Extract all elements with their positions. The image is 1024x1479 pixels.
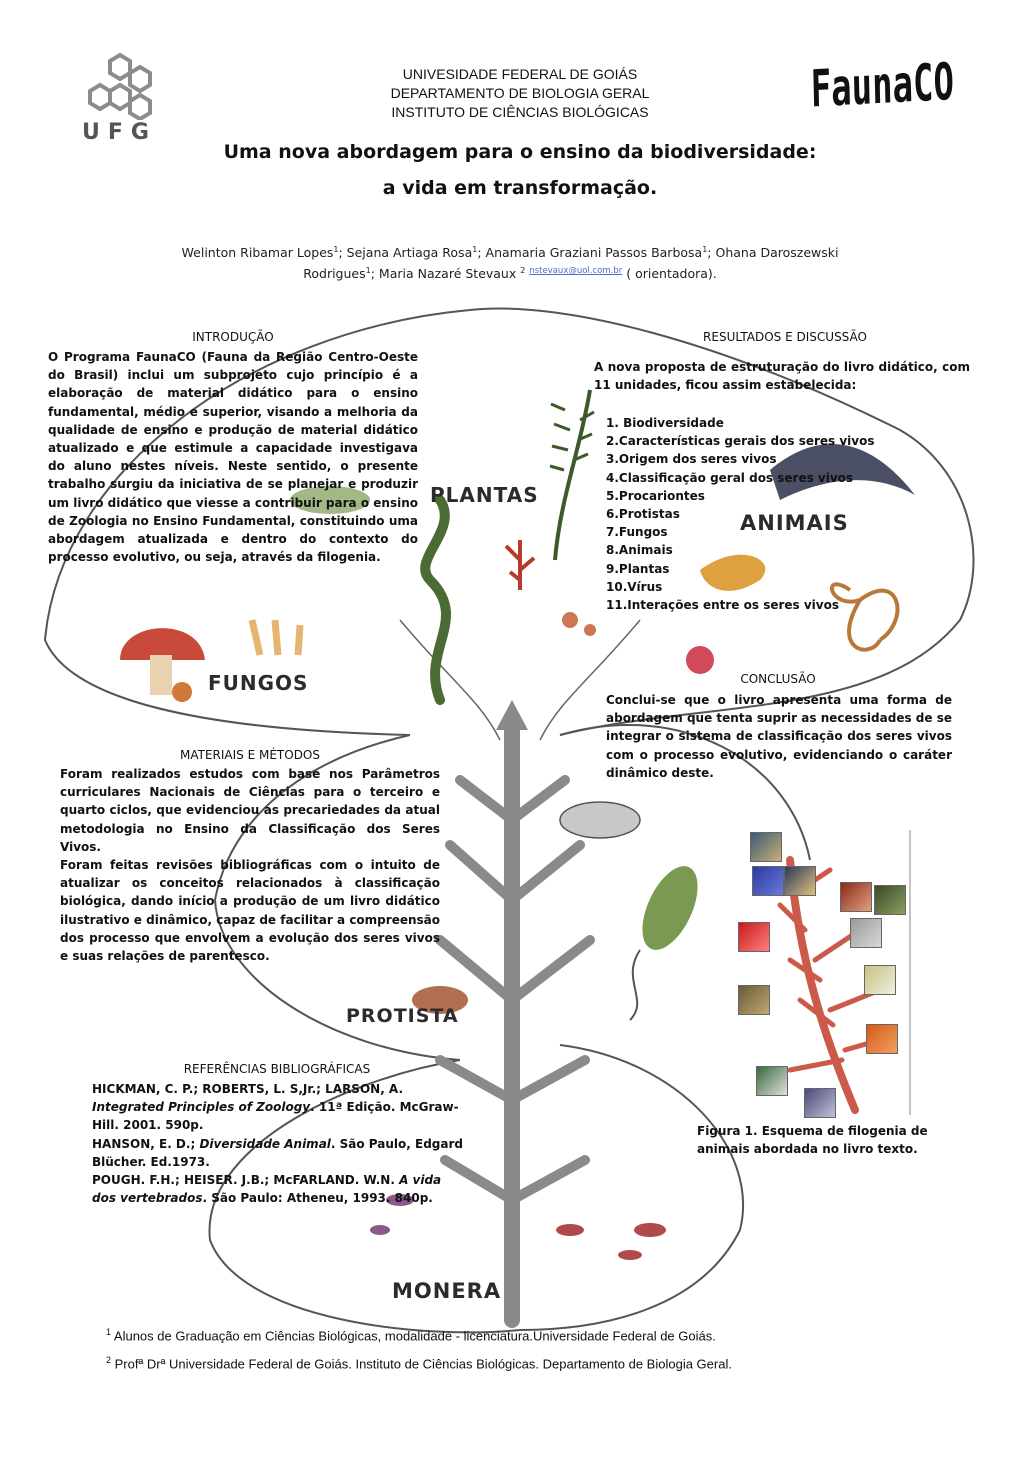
references-list	[92, 1080, 468, 1207]
kingdom-protista-label: PROTISTA	[346, 1005, 459, 1027]
methods-heading: MATERIAIS E MÉTODOS	[179, 748, 320, 762]
faunaco-brand: FaunaCO	[810, 52, 955, 120]
poster-title	[120, 134, 920, 206]
figure-photo	[874, 885, 906, 915]
kingdom-fungos-label: FUNGOS	[208, 671, 309, 695]
list-item: 9.Plantas	[606, 561, 670, 576]
list-item: 2.Características gerais dos seres vivos	[606, 434, 875, 449]
reference-hickman: HICKMAN, C. P.; ROBERTS, L. S,Jr.; LARSON, A. Integrated Principles of Zoology. 11ª Edição. McGraw-Hill. 2001. 590p.	[92, 1082, 459, 1133]
ufg-logo-text: UFG	[82, 120, 157, 145]
university-name: UNIVESIDADE FEDERAL DE GOIÁS	[402, 66, 638, 82]
list-item: 5.Procariontes	[606, 488, 705, 503]
reference-hanson: HANSON, E. D.; Diversidade Animal. São Paulo, Edgard Blücher. Ed.1973.	[92, 1136, 463, 1169]
ufg-logo	[80, 50, 180, 145]
figure-photo	[750, 832, 782, 862]
title-line-1: Uma nova abordagem para o ensino da biodiversidade:	[223, 141, 817, 163]
list-item: 8.Animais	[606, 543, 673, 558]
figure-1-caption: Figura 1. Esquema de filogenia de animais abordada no livro texto.	[697, 1124, 928, 1157]
figure-photo	[866, 1024, 898, 1054]
list-item: 6.Protistas	[606, 507, 680, 522]
list-item: 1. Biodiversidade	[606, 416, 724, 430]
institution-header	[260, 65, 780, 122]
methods-text-1: Foram realizados estudos com base nos Parâmetros curriculares Nacionais de Ciências para o terceiro e quarto ciclos, que evidenciou as precariedades da atual metodologia no Ensino da Classificação dos Seres Vivos.	[60, 767, 440, 854]
figure-photo	[850, 918, 882, 948]
conclusion-heading: CONCLUSÃO	[740, 672, 816, 686]
results-text: A nova proposta de estruturação do livro didático, com 11 unidades, ficou assim estabelecida:	[594, 360, 970, 393]
footnote-2: $^2$ Profª Drª Universidade Federal de Goiás. Instituto de Ciências Biológicas. Departamento de Biologia Geral.	[106, 1355, 732, 1372]
results-unit-list	[606, 414, 875, 614]
references-heading: REFERÊNCIAS BIBLIOGRÁFICAS	[183, 1062, 371, 1076]
title-line-2: a vida em transformação.	[382, 177, 658, 199]
figure-photo	[864, 965, 896, 995]
results-heading: RESULTADOS E DISCUSSÃO	[703, 330, 867, 344]
list-item: 11.Interações entre os seres vivos	[606, 598, 839, 613]
figure-photo	[784, 866, 816, 896]
figure-photo	[738, 985, 770, 1015]
institute-name: INSTITUTO DE CIÊNCIAS BIOLÓGICAS	[391, 104, 649, 120]
figure-photo	[738, 922, 770, 952]
department-name: DEPARTAMENTO DE BIOLOGIA GERAL	[390, 85, 650, 101]
list-item: 3.Origem dos seres vivos	[606, 452, 777, 467]
figure-photo	[752, 866, 784, 896]
hexagon-logo-icon	[80, 50, 180, 120]
authors-line: Welinton Ribamar Lopes$^1$; Sejana Artiaga Rosa$^1$; Anamaria Graziani Passos Barbosa$^1$; Ohana Daroszewski Rodrigues$^1$; Maria Nazaré Stevaux $^2$ $^{nstevaux@uol.com.br}$ ( orientadora).	[181, 245, 839, 282]
figure-photo	[756, 1066, 788, 1096]
author-email-link[interactable]: nstevaux@uol.com.br	[529, 266, 623, 277]
conclusion-text: Conclui-se que o livro apresenta uma forma de abordagem que tenta suprir as necessidades de se integrar o sistema de classificação dos seres vivos com o processo evolutivo, evidenciando o caráter dinâmico deste.	[606, 693, 952, 780]
figure-photo	[840, 882, 872, 912]
figure-photo	[804, 1088, 836, 1118]
kingdom-animais-label: ANIMAIS	[740, 511, 849, 535]
list-item: 4.Classificação geral dos seres vivos	[606, 470, 854, 485]
list-item: 10.Vírus	[606, 579, 663, 594]
intro-text: O Programa FaunaCO (Fauna da Região Centro-Oeste do Brasil) inclui um subprojeto cujo princípio é a elaboração de material didático para o ensino fundamental, médio e superior, visando a melhoria da qualidade de ensino e produção de material didático atualizado e que estimule a capacidade investigava do aluno nestes níveis. Neste sentido, o presente trabalho surgiu da iniciativa de se planejar e produzir um livro didático que viesse a contribuir para o ensino de Zoologia no Ensino Fundamental, constituindo uma abordagem atualizada e dentro do contexto do processo evolutivo, ou seja, através da filogenia.	[48, 350, 418, 565]
intro-heading: INTRODUÇÃO	[192, 330, 274, 344]
kingdom-plantas-label: PLANTAS	[430, 483, 539, 507]
footnote-1: $^1$ Alunos de Graduação em Ciências Biológicas, modalidade - licenciatura.Universidade Federal de Goiás.	[106, 1327, 716, 1344]
kingdom-monera-label: MONERA	[392, 1279, 502, 1303]
reference-pough: POUGH. F.H.; HEISER. J.B.; McFARLAND. W.N. A vida dos vertebrados. São Paulo: Atheneu, 1993. 840p.	[92, 1173, 442, 1206]
methods-text-2: Foram feitas revisões bibliográficas com o intuito de atualizar os conceitos relacionados à classificação biológica, dando início a produção de um livro didático ilustrativo e dinâmico, capaz de facilitar a compreensão dos processo que envolvem a evolução dos seres vivos e suas relações de parentesco.	[60, 858, 440, 964]
list-item: 7.Fungos	[606, 525, 668, 540]
